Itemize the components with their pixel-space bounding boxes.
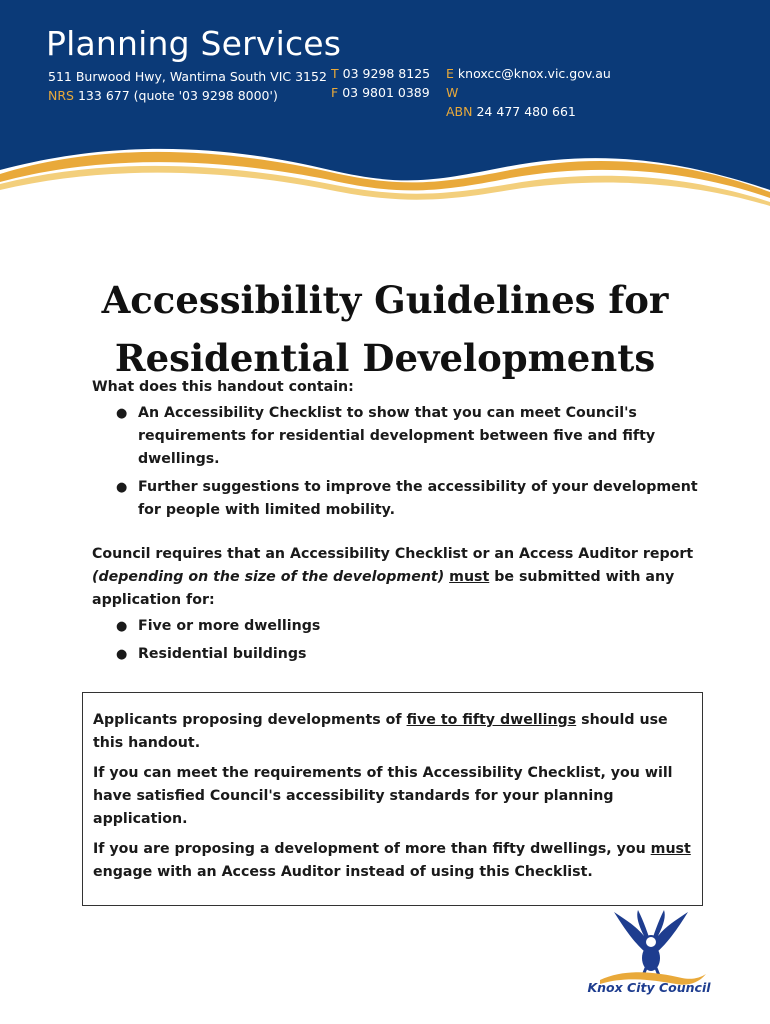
list-item (92, 402, 712, 471)
requirement-intro: Council requires that an Accessibility Checklist or an Access Auditor report (92, 546, 694, 562)
fax-value: 03 9801 0389 (342, 85, 430, 100)
fax-label: F (331, 85, 339, 100)
list-item-text: Residential buildings (138, 646, 307, 662)
requirement-rest: be submitted with any application for: (92, 569, 675, 608)
fax-line (331, 83, 430, 102)
title-line-2: Residential Developments (114, 335, 656, 380)
abn-line (446, 102, 576, 121)
bullet-icon: ● (116, 406, 128, 421)
notice-p3-after: engage with an Access Auditor instead of using this Checklist. (93, 864, 593, 880)
notice-p3-before: If you are proposing a development of more than fifty dwellings, you (93, 841, 646, 857)
list-item (92, 643, 712, 666)
notice-box (82, 692, 703, 906)
notice-p1-underlined: five to fifty dwellings (406, 712, 577, 728)
requirement-paragraph (92, 543, 712, 612)
notice-paragraph-3 (93, 838, 692, 884)
email-line (446, 64, 611, 83)
address-line (48, 67, 327, 86)
handout-content (92, 376, 712, 671)
nrs-value: 133 677 (quote '03 9298 8000') (77, 88, 278, 103)
brand-title: Planning Services (46, 24, 342, 63)
email-value[interactable]: knoxcc@knox.vic.gov.au (457, 66, 611, 81)
requirement-must: must (449, 569, 490, 585)
abn-label: ABN (446, 104, 473, 119)
abn-value: 24 477 480 661 (476, 104, 576, 119)
contents-heading: What does this handout contain: (92, 379, 354, 395)
council-name: Knox City Council (587, 980, 711, 995)
address-text: 511 Burwood Hwy, Wantirna South VIC 3152 (48, 69, 327, 84)
telephone-label: T (331, 66, 339, 81)
bullet-icon: ● (116, 647, 128, 662)
bullet-icon: ● (116, 619, 128, 634)
contents-list (92, 402, 712, 522)
list-item (92, 615, 712, 638)
telephone-value: 03 9298 8125 (342, 66, 431, 81)
application-list (92, 615, 712, 666)
nrs-line (48, 86, 278, 105)
notice-p3-must: must (650, 841, 691, 857)
bullet-icon: ● (116, 480, 128, 495)
email-label: E (446, 66, 454, 81)
nrs-label: NRS (48, 88, 74, 103)
letterhead-banner (0, 0, 770, 230)
web-label: W (446, 85, 459, 100)
title-line-1: Accessibility Guidelines for (101, 277, 669, 322)
document-title (0, 271, 770, 387)
list-item-text: Five or more dwellings (138, 618, 321, 634)
list-item (92, 476, 712, 522)
web-line (446, 83, 462, 102)
requirement-italic: (depending on the size of the development) (92, 569, 445, 585)
telephone-line (331, 64, 430, 83)
list-item-text: An Accessibility Checklist to show that you can meet Council's requirements for residential development between five and fifty dwellings. (138, 405, 656, 467)
notice-paragraph-2: If you can meet the requirements of this Accessibility Checklist, you will have satisfied Council's accessibility standards for your planning application. (93, 765, 673, 827)
list-item-text: Further suggestions to improve the accessibility of your development for people with limited mobility. (138, 479, 698, 518)
notice-p1-before: Applicants proposing developments of (93, 712, 402, 728)
notice-p1-after: should use this handout. (93, 712, 668, 751)
notice-paragraph-1 (93, 709, 692, 755)
